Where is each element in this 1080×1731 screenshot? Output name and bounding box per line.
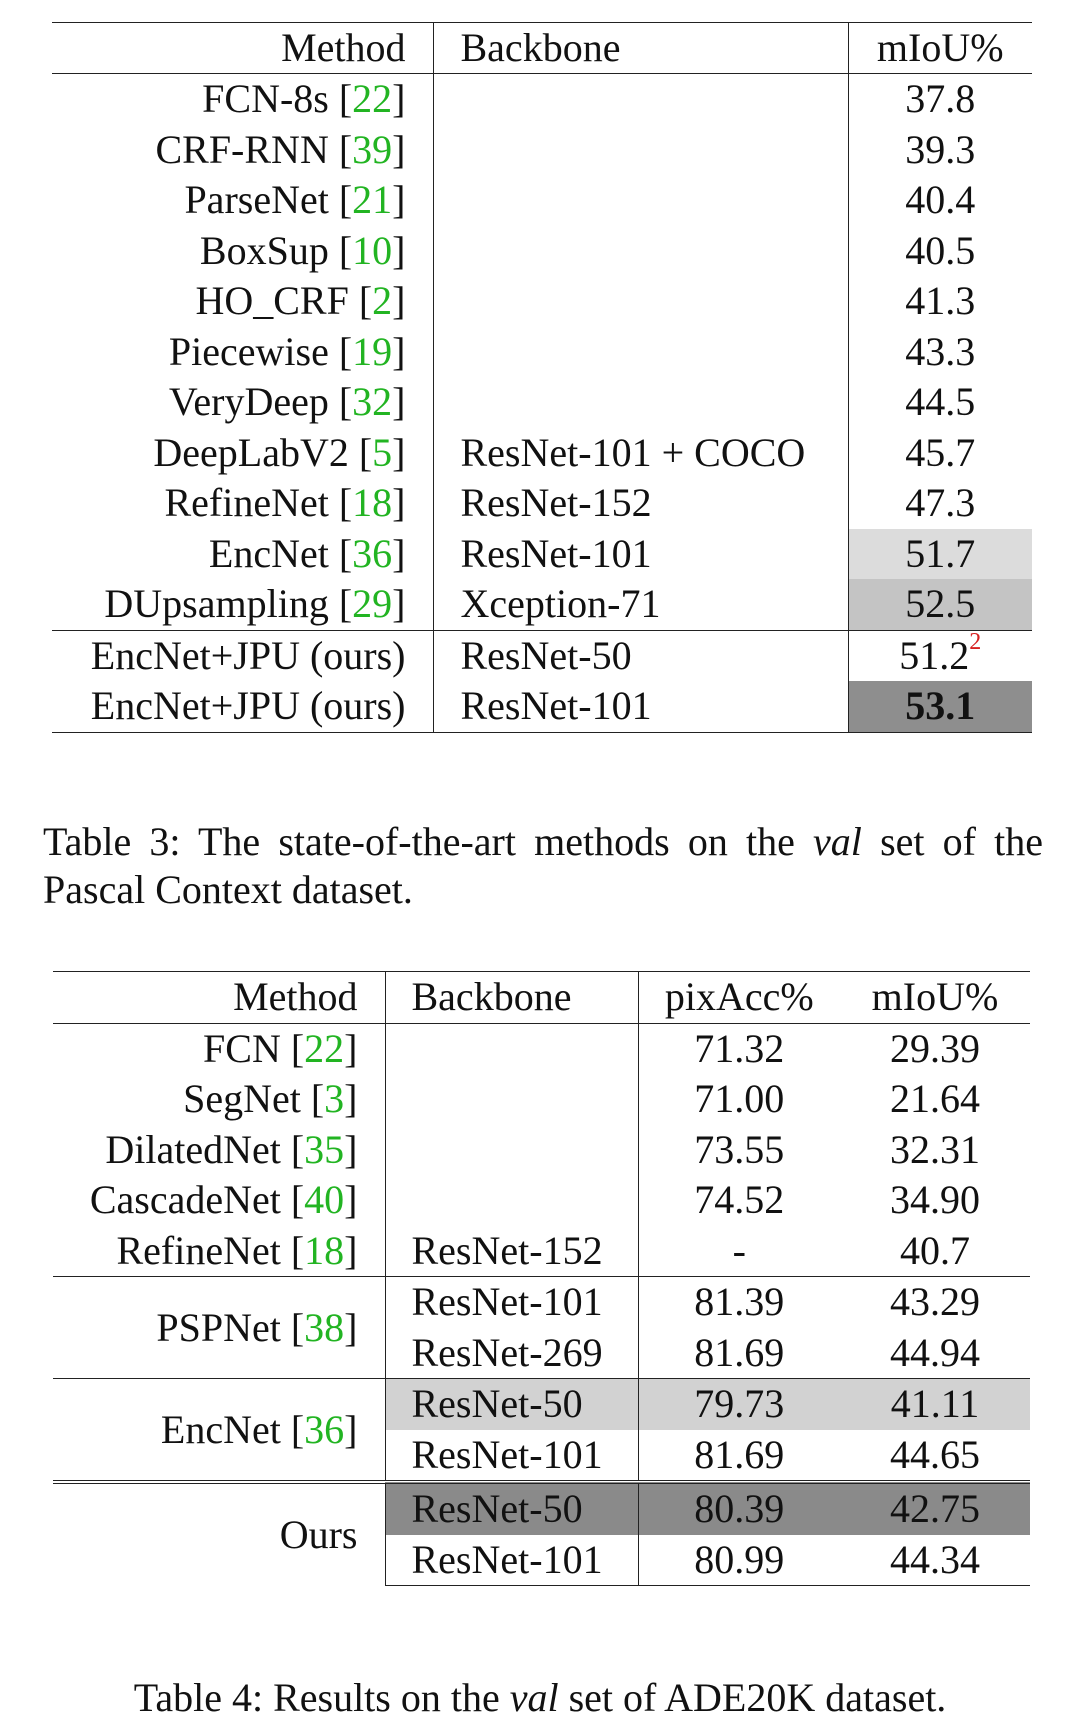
pixacc-cell: 73.55: [694, 1126, 785, 1172]
miou-cell: 44.34: [840, 1535, 1030, 1586]
citation-link[interactable]: 22: [352, 76, 393, 122]
table-row: [52, 579, 1032, 630]
method-name: PSPNet: [156, 1304, 281, 1350]
citation-link[interactable]: 10: [352, 227, 393, 273]
method-cell: DilatedNet [35]: [53, 1125, 385, 1176]
method-cell: SegNet [3]: [53, 1074, 385, 1125]
citation-link[interactable]: 29: [352, 581, 393, 627]
backbone-cell: ResNet-152: [385, 1226, 638, 1277]
backbone-cell: ResNet-101 + COCO: [433, 428, 848, 479]
pixacc-cell: 71.00: [694, 1076, 785, 1122]
pixacc-cell: 81.69: [694, 1329, 785, 1375]
pixacc-cell: 74.52: [694, 1177, 785, 1223]
table-row: [53, 1482, 1030, 1535]
table-row: [52, 377, 1032, 428]
citation-link[interactable]: 36: [304, 1406, 345, 1452]
citation-link[interactable]: 2: [372, 278, 393, 324]
table-row: [52, 327, 1032, 378]
method-cell: FCN [22]: [53, 1023, 385, 1074]
miou-cell: 41.3: [905, 278, 976, 324]
method-name: EncNet: [208, 530, 329, 576]
backbone-cell: [385, 1074, 638, 1125]
table-row: [53, 1023, 1030, 1074]
header-method: Method: [52, 23, 433, 74]
backbone-cell: [385, 1023, 638, 1074]
table-row: [52, 478, 1032, 529]
table-row: [53, 1074, 1030, 1125]
pixacc-cell: 80.99: [638, 1535, 840, 1586]
miou-cell: 40.5: [905, 227, 976, 273]
miou-cell: 37.8: [905, 76, 976, 122]
table-row: [53, 1226, 1030, 1277]
backbone-cell: [433, 74, 848, 125]
method-cell: RefineNet [18]: [53, 1226, 385, 1277]
method-cell: CRF-RNN [39]: [52, 125, 433, 176]
miou-cell: [848, 630, 1032, 681]
caption-italic: val: [813, 819, 862, 864]
header-backbone: Backbone: [385, 972, 638, 1024]
method-cell: ParseNet [21]: [52, 175, 433, 226]
miou-cell-highlight: 41.11: [840, 1379, 1030, 1430]
table-header-row: [53, 972, 1030, 1024]
pixacc-cell: 81.39: [638, 1277, 840, 1328]
backbone-cell: [433, 327, 848, 378]
backbone-cell: [433, 276, 848, 327]
miou-cell: 32.31: [890, 1126, 980, 1172]
miou-cell: 43.29: [840, 1277, 1030, 1328]
miou-cell-highlight-dark: 53.1: [848, 681, 1032, 732]
method-cell: EncNet [36]: [52, 529, 433, 580]
table-3-caption: [43, 818, 1043, 914]
table-row: [53, 1175, 1030, 1226]
method-name: SegNet: [183, 1076, 301, 1122]
backbone-cell: ResNet-101: [385, 1277, 638, 1328]
caption-text: set of ADE20K dataset.: [558, 1675, 947, 1720]
citation-link[interactable]: 5: [372, 429, 393, 475]
table-row: [52, 125, 1032, 176]
table-row: [53, 1379, 1030, 1430]
miou-cell: 44.5: [905, 379, 976, 425]
miou-cell: 21.64: [890, 1076, 980, 1122]
miou-cell: 40.7: [900, 1227, 970, 1273]
method-cell: EncNet+JPU (ours): [52, 630, 433, 681]
backbone-cell: Xception-71: [433, 579, 848, 630]
miou-cell-highlight-dark: 42.75: [840, 1482, 1030, 1535]
method-name: DUpsampling: [104, 581, 329, 627]
miou-cell: 34.90: [890, 1177, 980, 1223]
backbone-cell: [433, 226, 848, 277]
table-row: [52, 175, 1032, 226]
method-cell: VeryDeep [32]: [52, 377, 433, 428]
citation-link[interactable]: 40: [304, 1177, 345, 1223]
pixacc-cell-highlight: 79.73: [638, 1379, 840, 1430]
backbone-cell: ResNet-101: [433, 681, 848, 732]
miou-cell-highlight-light: 51.7: [848, 529, 1032, 580]
table-row: [52, 74, 1032, 125]
table-row: [52, 276, 1032, 327]
caption-text: Table 3: The state-of-the-art methods on the: [43, 819, 814, 864]
miou-cell: 40.4: [905, 177, 976, 223]
table-row: [52, 226, 1032, 277]
miou-cell: 43.3: [905, 328, 976, 374]
method-name: DilatedNet: [105, 1126, 281, 1172]
table-row: [53, 1277, 1030, 1328]
method-name: ParseNet: [184, 177, 329, 223]
citation-link[interactable]: 21: [352, 177, 393, 223]
miou-cell-highlight-medium: 52.5: [848, 579, 1032, 630]
miou-cell: 39.3: [905, 126, 976, 172]
method-cell: DUpsampling [29]: [52, 579, 433, 630]
citation-link[interactable]: 39: [352, 126, 393, 172]
backbone-cell: [385, 1175, 638, 1226]
pixacc-cell: 81.69: [694, 1431, 785, 1477]
backbone-cell: [433, 125, 848, 176]
citation-link[interactable]: 38: [304, 1304, 345, 1350]
method-name: CascadeNet: [89, 1177, 281, 1223]
method-cell: Ours: [53, 1482, 385, 1586]
backbone-cell: [433, 377, 848, 428]
table-row: [52, 529, 1032, 580]
miou-cell: 47.3: [905, 480, 976, 526]
citation-link[interactable]: 18: [352, 480, 393, 526]
miou-cell: 29.39: [890, 1025, 980, 1071]
method-name: CRF-RNN: [155, 126, 329, 172]
citation-link[interactable]: 18: [304, 1227, 345, 1273]
citation-link[interactable]: 36: [352, 530, 393, 576]
header-miou: mIoU%: [848, 23, 1032, 74]
backbone-cell: ResNet-101: [385, 1535, 638, 1586]
pixacc-cell: -: [732, 1227, 746, 1273]
caption-text: Table 4: Results on the: [133, 1675, 510, 1720]
citation-link[interactable]: 19: [352, 328, 393, 374]
method-name: DeepLabV2: [153, 429, 349, 475]
method-name: VeryDeep: [168, 379, 329, 425]
method-cell: DeepLabV2 [5]: [52, 428, 433, 479]
method-name: FCN: [203, 1025, 281, 1071]
method-name: HO_CRF: [195, 278, 349, 324]
table-4: [53, 971, 1030, 1586]
method-name: Piecewise: [168, 328, 329, 374]
method-cell: PSPNet [38]: [53, 1277, 385, 1379]
table-row: [53, 1125, 1030, 1176]
citation-link[interactable]: 3: [324, 1076, 345, 1122]
backbone-cell-highlight: ResNet-50: [385, 1379, 638, 1430]
backbone-cell: ResNet-50: [433, 630, 848, 681]
citation-link[interactable]: 32: [352, 379, 393, 425]
caption-text: set of the Pascal Context dataset.: [43, 819, 1044, 912]
table-row: [52, 428, 1032, 479]
method-name: RefineNet: [116, 1227, 281, 1273]
table-4-caption: [0, 1674, 1080, 1722]
method-cell: EncNet [36]: [53, 1379, 385, 1483]
backbone-cell: [385, 1125, 638, 1176]
miou-cell: 44.65: [890, 1431, 980, 1477]
method-name: EncNet: [160, 1406, 281, 1452]
pixacc-cell: 71.32: [694, 1025, 785, 1071]
method-cell: HO_CRF [2]: [52, 276, 433, 327]
method-cell: FCN-8s [22]: [52, 74, 433, 125]
method-cell: EncNet+JPU (ours): [52, 681, 433, 732]
header-backbone: Backbone: [433, 23, 848, 74]
method-cell: CascadeNet [40]: [53, 1175, 385, 1226]
header-miou: mIoU%: [840, 972, 1030, 1024]
pixacc-cell-highlight-dark: 80.39: [638, 1482, 840, 1535]
backbone-cell: [433, 175, 848, 226]
table-row: [52, 630, 1032, 681]
caption-italic: val: [509, 1675, 559, 1720]
method-cell: Piecewise [19]: [52, 327, 433, 378]
backbone-cell: ResNet-101: [385, 1430, 638, 1483]
table-3: [52, 22, 1032, 733]
table-row: [52, 681, 1032, 732]
miou-value: 51.2: [899, 632, 970, 678]
method-name: BoxSup: [199, 227, 329, 273]
backbone-cell: ResNet-152: [433, 478, 848, 529]
method-cell: BoxSup [10]: [52, 226, 433, 277]
backbone-cell-highlight-dark: ResNet-50: [385, 1482, 638, 1535]
miou-cell: 44.94: [890, 1329, 980, 1375]
citation-link[interactable]: 22: [304, 1025, 345, 1071]
header-method: Method: [53, 972, 385, 1024]
footnote-marker[interactable]: 2: [969, 628, 982, 655]
method-cell: RefineNet [18]: [52, 478, 433, 529]
backbone-cell: ResNet-101: [433, 529, 848, 580]
citation-link[interactable]: 35: [304, 1126, 345, 1172]
backbone-cell: ResNet-269: [385, 1328, 638, 1379]
method-name: FCN-8s: [202, 76, 329, 122]
table-header-row: [52, 23, 1032, 74]
header-pixacc: pixAcc%: [638, 972, 840, 1024]
method-name: RefineNet: [164, 480, 329, 526]
miou-cell: 45.7: [905, 429, 976, 475]
